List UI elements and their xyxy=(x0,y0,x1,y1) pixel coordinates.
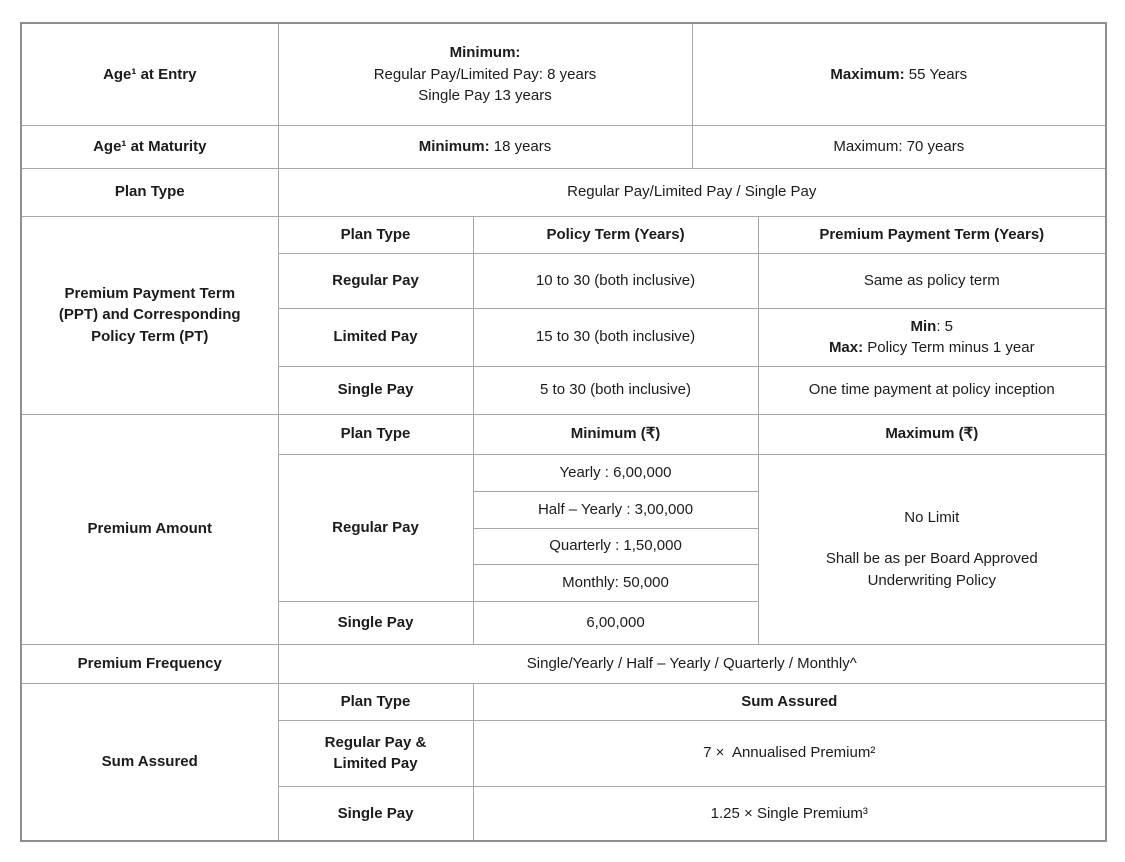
ppt-limited-payment-term-cell xyxy=(758,308,1106,366)
sum-assured-header-sum: Sum Assured xyxy=(741,692,838,710)
age-entry-label: Age¹ at Entry xyxy=(103,65,197,83)
age-entry-max-value: 55 Years xyxy=(904,65,968,83)
ppt-label: Premium Payment Term (PPT) and Corresponding Policy Term (PT) xyxy=(58,285,241,345)
sum-assured-header-plan-cell xyxy=(278,683,473,720)
age-maturity-max-cell xyxy=(692,125,1106,168)
age-maturity-min-value: 18 years xyxy=(489,137,552,155)
premium-max-cell xyxy=(758,454,1106,644)
plan-type-value: Regular Pay/Limited Pay / Single Pay xyxy=(567,183,817,201)
sum-assured-label-cell xyxy=(21,683,278,841)
premium-quarterly-cell xyxy=(473,528,758,564)
row-sum-assured-header xyxy=(21,683,1106,720)
ppt-regular-plan: Regular Pay xyxy=(332,271,419,289)
premium-regular-plan-cell xyxy=(278,454,473,601)
age-maturity-min-cell xyxy=(278,125,692,168)
ppt-single-policy-term-cell xyxy=(473,366,758,414)
ppt-label-cell xyxy=(21,216,278,414)
premium-yearly-value: Yearly : 6,00,000 xyxy=(559,463,672,481)
ppt-limited-min-rest: : 5 xyxy=(936,317,954,335)
sum-assured-regular-value: 7 × Annualised Premium² xyxy=(703,744,876,762)
age-maturity-label-cell xyxy=(21,125,278,168)
age-entry-min-line1: Regular Pay/Limited Pay: 8 years xyxy=(373,65,597,83)
row-premium-frequency xyxy=(21,644,1106,683)
premium-amount-header-plan-cell xyxy=(278,414,473,454)
ppt-header-policy-term: Policy Term (Years) xyxy=(546,225,685,243)
premium-monthly-value: Monthly: 50,000 xyxy=(562,573,669,591)
sum-assured-single-value-cell xyxy=(473,786,1106,841)
premium-amount-label-cell xyxy=(21,414,278,644)
row-ppt-header xyxy=(21,216,1106,253)
ppt-regular-payment-term-cell xyxy=(758,253,1106,308)
premium-frequency-label-cell xyxy=(21,644,278,683)
age-maturity-label: Age¹ at Maturity xyxy=(93,137,207,155)
premium-monthly-cell xyxy=(473,564,758,601)
premium-amount-header-max: Maximum (₹) xyxy=(885,425,979,443)
premium-single-plan: Single Pay xyxy=(337,613,414,631)
ppt-header-plan-cell xyxy=(278,216,473,253)
premium-frequency-value: Single/Yearly / Half – Yearly / Quarterly / Monthly^ xyxy=(526,654,857,672)
premium-amount-header-min: Minimum (₹) xyxy=(570,425,661,443)
policy-terms-table xyxy=(20,22,1107,842)
row-plan-type xyxy=(21,168,1106,216)
premium-single-min-value: 6,00,000 xyxy=(586,613,645,631)
ppt-single-payment-term-cell xyxy=(758,366,1106,414)
premium-quarterly-value: Quarterly : 1,50,000 xyxy=(549,537,682,555)
sum-assured-header-plan: Plan Type xyxy=(340,692,411,710)
age-entry-max-cell xyxy=(692,23,1106,125)
sum-assured-label: Sum Assured xyxy=(101,753,198,771)
age-entry-min-cell xyxy=(278,23,692,125)
ppt-limited-max-label: Max: xyxy=(828,339,864,356)
ppt-single-plan: Single Pay xyxy=(337,381,414,399)
premium-yearly-cell xyxy=(473,454,758,491)
premium-frequency-value-cell xyxy=(278,644,1106,683)
row-age-maturity xyxy=(21,125,1106,168)
premium-single-plan-cell xyxy=(278,601,473,644)
plan-type-value-cell xyxy=(278,168,1106,216)
ppt-limited-policy-term: 15 to 30 (both inclusive) xyxy=(535,328,696,346)
ppt-limited-policy-term-cell xyxy=(473,308,758,366)
ppt-limited-plan-cell xyxy=(278,308,473,366)
ppt-header-payment-term-cell xyxy=(758,216,1106,253)
ppt-regular-plan-cell xyxy=(278,253,473,308)
ppt-header-plan: Plan Type xyxy=(340,225,411,243)
ppt-limited-max-line xyxy=(767,337,1098,358)
ppt-header-payment-term: Premium Payment Term (Years) xyxy=(819,225,1045,243)
age-entry-min-title: Minimum: xyxy=(449,44,521,62)
age-entry-min-line2: Single Pay 13 years xyxy=(418,86,552,104)
sum-assured-single-plan: Single Pay xyxy=(337,804,414,822)
premium-half-yearly-cell xyxy=(473,491,758,528)
ppt-regular-policy-term: 10 to 30 (both inclusive) xyxy=(535,271,696,289)
row-premium-amount-header xyxy=(21,414,1106,454)
premium-single-min-cell xyxy=(473,601,758,644)
plan-type-label-cell xyxy=(21,168,278,216)
premium-frequency-label: Premium Frequency xyxy=(77,654,222,672)
sum-assured-single-plan-cell xyxy=(278,786,473,841)
age-entry-label-cell xyxy=(21,23,278,125)
ppt-limited-max-rest: Policy Term minus 1 year xyxy=(863,339,1035,356)
sum-assured-regular-plan-cell xyxy=(278,720,473,786)
sum-assured-regular-value-cell xyxy=(473,720,1106,786)
row-age-entry xyxy=(21,23,1106,125)
ppt-limited-min-line xyxy=(767,316,1098,337)
ppt-limited-plan: Limited Pay xyxy=(333,328,418,346)
premium-max-line2: Shall be as per Board Approved Underwriting Policy xyxy=(825,550,1038,589)
age-entry-max-title: Maximum: xyxy=(830,65,905,83)
ppt-single-plan-cell xyxy=(278,366,473,414)
premium-amount-header-min-cell xyxy=(473,414,758,454)
sum-assured-regular-plan: Regular Pay & Limited Pay xyxy=(324,733,427,772)
ppt-regular-payment-term: Same as policy term xyxy=(863,271,1000,289)
premium-amount-header-max-cell xyxy=(758,414,1106,454)
premium-regular-plan: Regular Pay xyxy=(332,518,419,536)
sum-assured-header-sum-cell xyxy=(473,683,1106,720)
ppt-header-policy-term-cell xyxy=(473,216,758,253)
ppt-limited-min-label: Min xyxy=(910,317,937,335)
premium-amount-label: Premium Amount xyxy=(87,520,212,538)
ppt-single-payment-term: One time payment at policy inception xyxy=(808,381,1055,399)
premium-amount-header-plan: Plan Type xyxy=(340,425,411,443)
age-maturity-min-title: Minimum: xyxy=(418,137,490,155)
age-maturity-max-value: Maximum: 70 years xyxy=(833,137,965,155)
ppt-single-policy-term: 5 to 30 (both inclusive) xyxy=(540,381,691,399)
sum-assured-single-value: 1.25 × Single Premium³ xyxy=(710,804,868,822)
plan-type-label: Plan Type xyxy=(114,183,185,201)
ppt-regular-policy-term-cell xyxy=(473,253,758,308)
premium-max-line1: No Limit xyxy=(904,509,960,527)
premium-half-yearly-value: Half – Yearly : 3,00,000 xyxy=(537,500,694,518)
